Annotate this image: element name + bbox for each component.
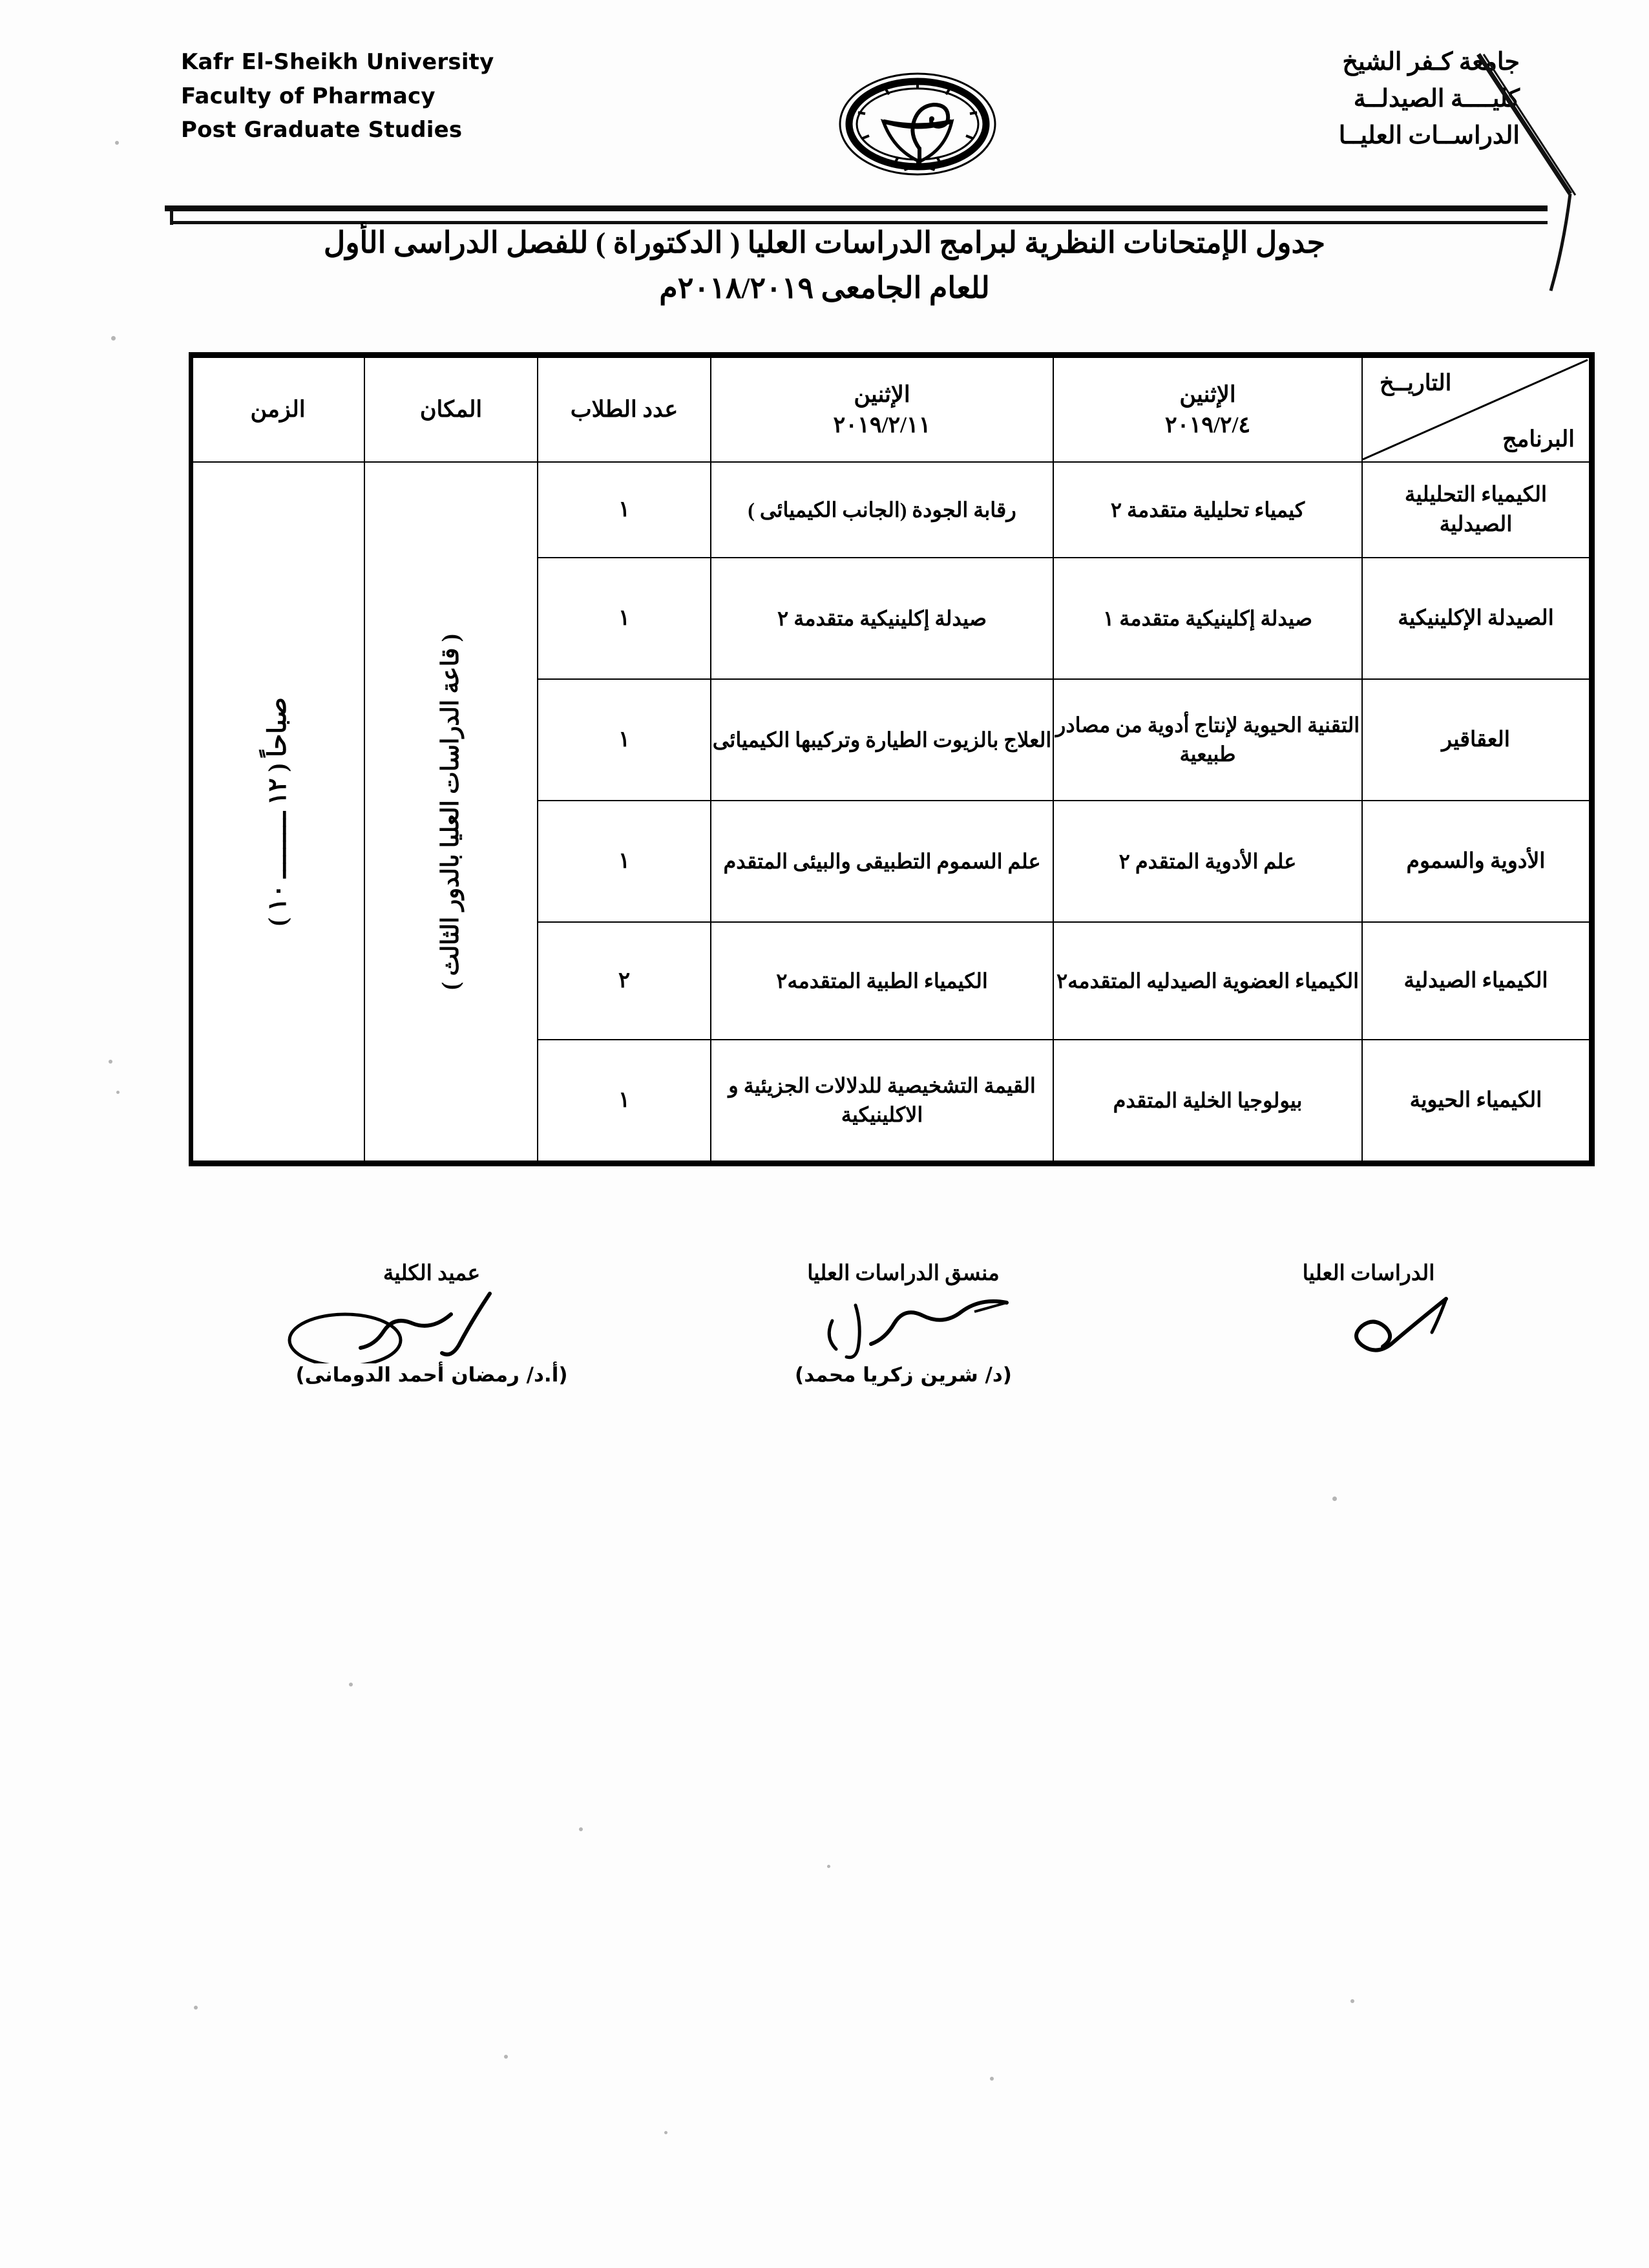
cell-day1-course: كيمياء تحليلية متقدمة ٢ bbox=[1053, 462, 1362, 558]
english-institution-block bbox=[181, 45, 494, 147]
signature-name: (أ.د/ رمضان أحمد الدومانى) bbox=[295, 1363, 568, 1387]
cell-student-count: ١ bbox=[538, 558, 711, 679]
signature-block-dean bbox=[231, 1260, 632, 1387]
scan-speck bbox=[990, 2077, 994, 2081]
scan-speck bbox=[504, 2055, 508, 2059]
divider-thin-line bbox=[170, 221, 1548, 224]
cell-program: الكيمياء الحيوية bbox=[1362, 1040, 1590, 1161]
cell-place-merged bbox=[364, 462, 538, 1161]
cell-program: الأدوية والسموم bbox=[1362, 801, 1590, 922]
cell-student-count: ١ bbox=[538, 801, 711, 922]
page-title bbox=[0, 225, 1649, 305]
exam-schedule-table-frame bbox=[189, 352, 1595, 1166]
cell-time-merged bbox=[191, 462, 364, 1161]
signature-section bbox=[189, 1260, 1595, 1467]
scan-speck bbox=[349, 1683, 353, 1686]
cell-student-count: ١ bbox=[538, 462, 711, 558]
scan-speck bbox=[194, 2006, 198, 2010]
cell-program: الصيدلة الإكلينيكية bbox=[1362, 558, 1590, 679]
header-day1-weekday: الإثنين bbox=[1179, 381, 1236, 407]
table-row bbox=[191, 462, 1590, 558]
signature-block-postgrad-studies bbox=[1168, 1260, 1569, 1363]
pharmacy-seal-logo bbox=[837, 71, 998, 178]
cell-student-count: ١ bbox=[538, 679, 711, 801]
scan-speck bbox=[1350, 1999, 1354, 2003]
divider-thick-line bbox=[165, 205, 1548, 211]
cell-day2-course: العلاج بالزيوت الطيارة وتركيبها الكيميائى bbox=[711, 679, 1053, 801]
cell-day1-course: الكيمياء العضوية الصيدليه المتقدمه٢ bbox=[1053, 922, 1362, 1040]
signature-title: الدراسات العليا bbox=[1302, 1262, 1435, 1285]
cell-day1-course: التقنية الحيوية لإنتاج أدوية من مصادر طبيعية bbox=[1053, 679, 1362, 801]
cell-day1-course: بيولوجيا الخلية المتقدم bbox=[1053, 1040, 1362, 1161]
title-line-2: للعام الجامعى ٢٠١٨/٢٠١٩م bbox=[659, 271, 990, 304]
scan-speck bbox=[1332, 1496, 1337, 1501]
signature-block-postgrad-coordinator bbox=[703, 1260, 1104, 1387]
cell-day2-course: رقابة الجودة (الجانب الكيميائى ) bbox=[711, 462, 1053, 558]
cell-day1-course: صيدلة إكلينيكية متقدمة ١ bbox=[1053, 558, 1362, 679]
signature-title: منسق الدراسات العليا bbox=[807, 1262, 1000, 1285]
header-label-program: البرنامج bbox=[1502, 426, 1575, 452]
english-line-university: Kafr El-Sheikh University bbox=[181, 49, 494, 75]
arabic-line-faculty: كليــــة الصيدلــة bbox=[1353, 85, 1520, 112]
header-cell-student-count: عدد الطلاب bbox=[538, 357, 711, 462]
table-header-row bbox=[191, 357, 1590, 462]
handwritten-signature-icon bbox=[231, 1286, 632, 1363]
signature-name: (د/ شرين زكريا محمد) bbox=[795, 1363, 1012, 1387]
exam-schedule-table bbox=[191, 357, 1590, 1162]
english-line-faculty: Faculty of Pharmacy bbox=[181, 83, 436, 109]
time-vertical-text: صباحاً ( ١٢ ـــــــــ ١٠ ) bbox=[263, 697, 291, 927]
header-divider-rule bbox=[165, 205, 1548, 227]
cell-program: الكيمياء التحليلية الصيدلية bbox=[1362, 462, 1590, 558]
place-vertical-text: ( قاعة الدراسات العليا بالدور الثالث ) bbox=[437, 633, 465, 990]
scan-speck bbox=[111, 336, 116, 341]
cell-day2-course: الكيمياء الطبية المتقدمه٢ bbox=[711, 922, 1053, 1040]
header-cell-program-date bbox=[1362, 357, 1590, 462]
table-body bbox=[191, 462, 1590, 1161]
cell-student-count: ٢ bbox=[538, 922, 711, 1040]
document-header bbox=[0, 39, 1649, 187]
scan-speck bbox=[827, 1865, 830, 1868]
english-line-postgrad: Post Graduate Studies bbox=[181, 117, 463, 143]
cell-day2-course: القيمة التشخيصية للدلالات الجزيئية و الاكلينيكية bbox=[711, 1040, 1053, 1161]
scan-speck bbox=[115, 141, 119, 145]
signature-title: عميد الكلية bbox=[383, 1262, 481, 1285]
scan-speck bbox=[116, 1091, 120, 1094]
cell-day2-course: علم السموم التطبيقى والبيئى المتقدم bbox=[711, 801, 1053, 922]
header-day2-date: ٢٠١٩/٢/١١ bbox=[833, 412, 931, 437]
arabic-line-university: جامعة كـفر الشيخ bbox=[1342, 48, 1520, 76]
scan-speck bbox=[579, 1827, 583, 1831]
handwritten-signature-icon bbox=[703, 1286, 1104, 1363]
header-cell-day1 bbox=[1053, 357, 1362, 462]
header-cell-time: الزمن bbox=[191, 357, 364, 462]
arabic-line-postgrad: الدراســات العليــا bbox=[1338, 122, 1520, 149]
cell-student-count: ١ bbox=[538, 1040, 711, 1161]
title-line-1: جدول الإمتحانات النظرية لبرامج الدراسات العليا ( الدكتوراة ) للفصل الدراسى الأول bbox=[323, 226, 1326, 259]
cell-program: العقاقير bbox=[1362, 679, 1590, 801]
table-header bbox=[191, 357, 1590, 462]
cell-day2-course: صيدلة إكلينيكية متقدمة ٢ bbox=[711, 558, 1053, 679]
scan-speck bbox=[109, 1060, 112, 1064]
header-day1-date: ٢٠١٩/٢/٤ bbox=[1164, 412, 1251, 437]
handwritten-signature-icon bbox=[1168, 1286, 1569, 1363]
header-label-date: التاريــخ bbox=[1380, 370, 1452, 395]
header-cell-day2 bbox=[711, 357, 1053, 462]
header-day2-weekday: الإثنين bbox=[854, 381, 910, 407]
cell-program: الكيمياء الصيدلية bbox=[1362, 922, 1590, 1040]
cell-day1-course: علم الأدوية المتقدم ٢ bbox=[1053, 801, 1362, 922]
scan-speck bbox=[664, 2131, 667, 2134]
header-cell-place: المكان bbox=[364, 357, 538, 462]
